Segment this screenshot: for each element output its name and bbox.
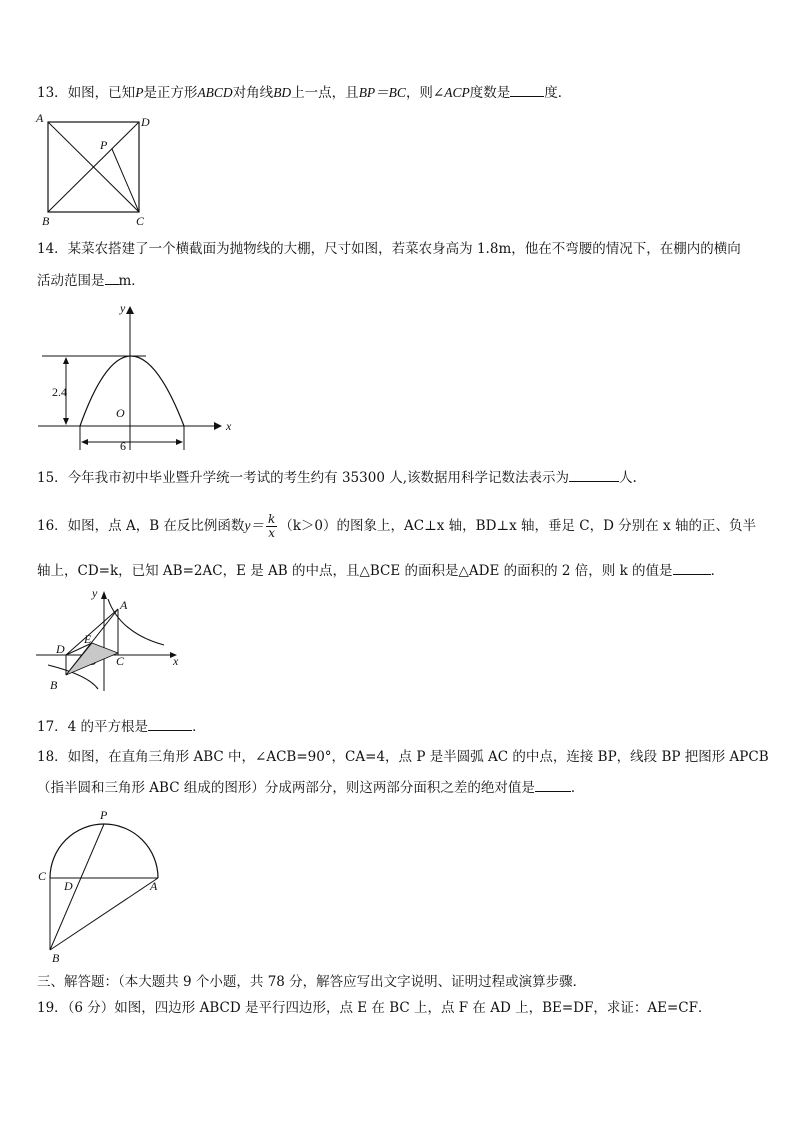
label-y: y (120, 301, 126, 315)
q14-text-line1: 14．某菜农搭建了一个横截面为抛物线的大棚，尺寸如图，若菜农身高为 1.8m，他在不弯腰的情况下，在棚内的横向 (37, 241, 741, 257)
label-b: B (52, 951, 60, 965)
q14-text-line2: 活动范围是 m． (37, 273, 145, 289)
parabola-curve (80, 356, 184, 426)
q16-hyperbola-figure (36, 585, 186, 693)
label-c: C (38, 869, 47, 883)
label-a: A (36, 111, 44, 125)
label-b: B (50, 678, 58, 692)
label-a: A (150, 879, 158, 893)
q18-text-line1: 18．如图，在直角三角形 ABC 中，∠ACB=90°，CA=4，点 P 是半圆弧 AC 的中点，连接 BP，线段 BP 把图形 APCB (37, 749, 769, 765)
label-d: D (56, 642, 65, 656)
q19-text: 19．（6 分）如图，四边形 ABCD 是平行四边形，点 E 在 BC 上，点 F 在 AD 上，BE=DF，求证：AE=CF． (37, 1000, 712, 1016)
fraction-k-over-x: $\frac{k}{x}$ (267, 512, 276, 540)
q14-parabola-figure (36, 300, 236, 455)
q17-text: 17．4 的平方根是 ． (37, 719, 206, 735)
label-y: y (92, 586, 98, 600)
label-d: D (141, 115, 150, 129)
q18-semicircle-figure (36, 806, 176, 966)
q16-text-line1: 16．如图，点 A，B 在反比例函数y＝ $\frac{k}{x}$ （k＞0）的图象上，AC⊥x 轴，BD⊥x 轴，垂足 C，D 分别在 x 轴的正、负半 (37, 512, 756, 540)
label-width: 6 (120, 439, 126, 453)
q13-text: 13．如图，已知P是正方形ABCD对角线BD上一点，且BP＝BC，则∠ACP度数是 度． (37, 85, 572, 101)
label-e: E (84, 632, 92, 646)
q16-text-line2: 轴上，CD=k，已知 AB=2AC，E 是 AB 的中点，且△BCE 的面积是△ADE 的面积的 2 倍，则 k 的值是 ． (37, 563, 725, 579)
label-height: 2.4 (52, 385, 67, 399)
q14-answer-blank (105, 272, 119, 285)
x-axis-arrow (214, 422, 222, 430)
q16-answer-blank (673, 562, 711, 575)
section3-heading: 三、解答题：（本大题共 9 个小题，共 78 分，解答应写出文字说明、证明过程或演算步骤． (37, 974, 587, 990)
q13-square-figure (36, 112, 156, 230)
label-c: C (136, 214, 145, 228)
y-axis-arrow (101, 591, 107, 599)
label-p: P (100, 138, 108, 152)
label-x: x (226, 419, 232, 433)
semicircle-arc (50, 824, 158, 878)
y-axis-arrow (126, 306, 134, 314)
label-c: C (116, 654, 125, 668)
label-d: D (64, 879, 73, 893)
segment-bp (50, 824, 104, 950)
segment-pc (112, 149, 139, 212)
label-x: x (173, 654, 179, 668)
q15-answer-blank (569, 469, 619, 482)
label-p: P (100, 808, 108, 822)
label-o: O (116, 406, 125, 420)
label-b: B (42, 214, 50, 228)
q17-answer-blank (148, 718, 192, 731)
q15-text: 15．今年我市初中毕业暨升学统一考试的考生约有 35300 人,该数据用科学记数法表示为 人. (37, 470, 637, 486)
label-a: A (120, 598, 128, 612)
q18-answer-blank (535, 779, 571, 792)
q18-text-line2: （指半圆和三角形 ABC 组成的图形）分成两部分，则这两部分面积之差的绝对值是 ． (37, 780, 585, 796)
hyperbola-branch-first-quadrant (108, 599, 164, 645)
q13-answer-blank (510, 84, 544, 97)
